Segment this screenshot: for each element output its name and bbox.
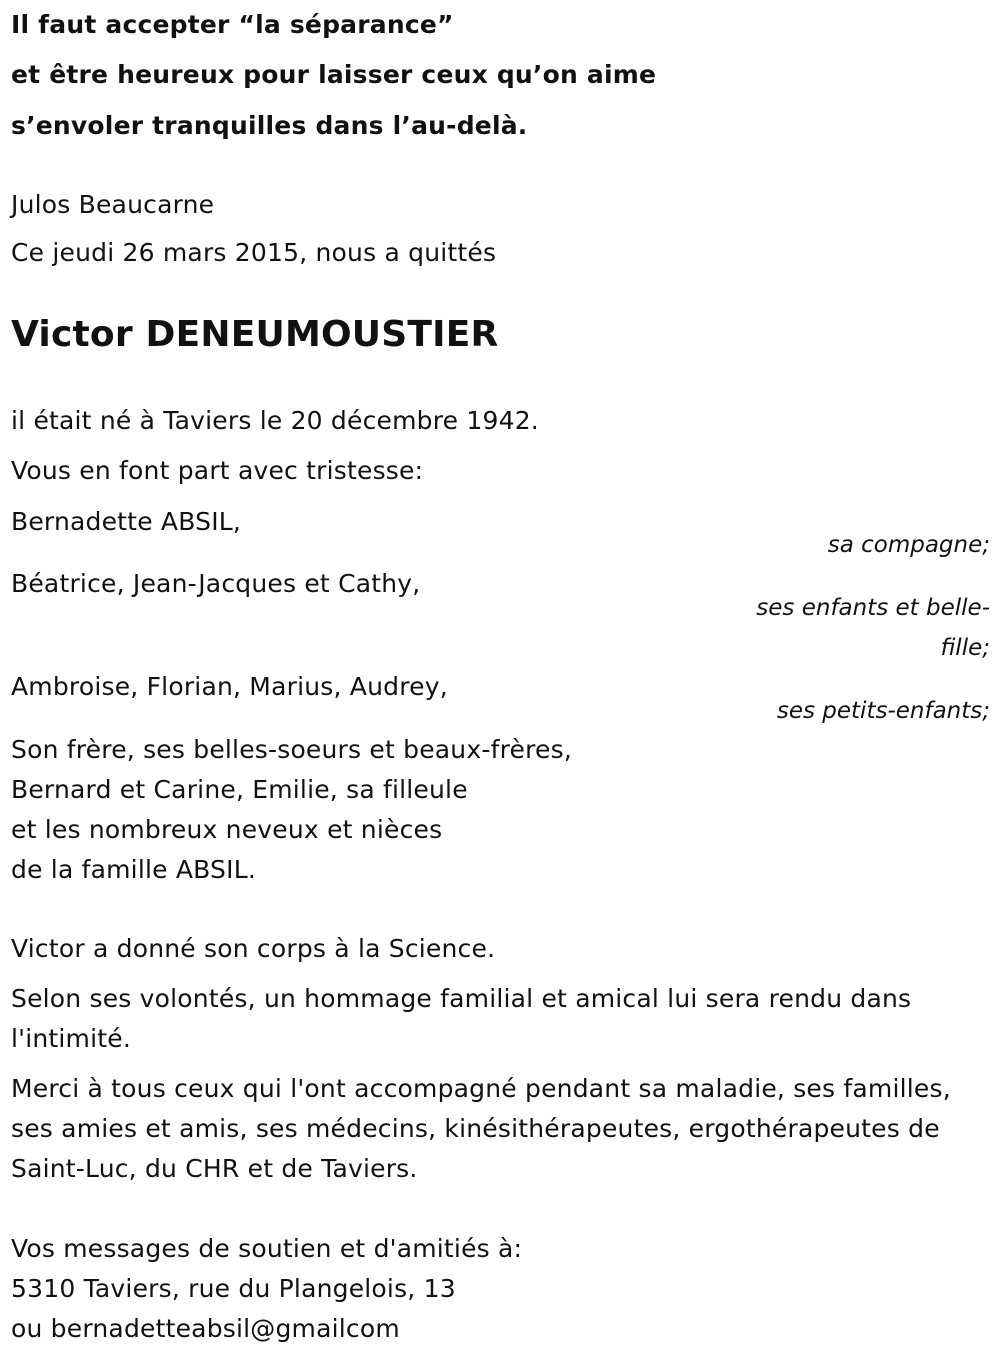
family-relation-children: ses enfants et belle-fille; bbox=[756, 595, 990, 661]
thanks-line-1: Merci à tous ceux qui l'ont accompagné pendant sa maladie, ses familles, bbox=[11, 1074, 951, 1103]
birth-info: il était né à Taviers le 20 décembre 1942. bbox=[11, 406, 539, 435]
extended-family-line-4: de la famille ABSIL. bbox=[11, 855, 256, 884]
quote-line-2: et être heureux pour laisser ceux qu’on aime bbox=[11, 60, 657, 89]
family-relation-grandchildren: ses petits-enfants; bbox=[776, 698, 990, 724]
family-relation-partner: sa compagne; bbox=[827, 532, 990, 558]
wishes-line-1: Selon ses volontés, un hommage familial et amical lui sera rendu dans bbox=[11, 984, 912, 1013]
contact-email: ou bernadetteabsil@gmailcom bbox=[11, 1314, 400, 1343]
thanks-line-3: Saint-Luc, du CHR et de Taviers. bbox=[11, 1154, 418, 1183]
contact-address: 5310 Taviers, rue du Plangelois, 13 bbox=[11, 1274, 456, 1303]
extended-family-line-2: Bernard et Carine, Emilie, sa filleule bbox=[11, 775, 468, 804]
wishes-line-2: l'intimité. bbox=[11, 1024, 131, 1053]
extended-family-line-3: et les nombreux neveux et nièces bbox=[11, 815, 443, 844]
quote-line-3: s’envoler tranquilles dans l’au-delà. bbox=[11, 111, 528, 140]
quote-author: Julos Beaucarne bbox=[11, 190, 215, 219]
passing-date: Ce jeudi 26 mars 2015, nous a quittés bbox=[11, 238, 497, 267]
quote-line-1: Il faut accepter “la séparance” bbox=[11, 10, 454, 39]
thanks-line-2: ses amies et amis, ses médecins, kinésithérapeutes, ergothérapeutes de bbox=[11, 1114, 940, 1143]
family-names-partner: Bernadette ABSIL, bbox=[11, 507, 242, 536]
deceased-name: Victor DENEUMOUSTIER bbox=[11, 314, 499, 355]
extended-family-line-1: Son frère, ses belles-soeurs et beaux-frères, bbox=[11, 735, 572, 764]
contact-heading: Vos messages de soutien et d'amitiés à: bbox=[11, 1234, 523, 1263]
family-names-children: Béatrice, Jean-Jacques et Cathy, bbox=[11, 569, 421, 598]
family-names-grandchildren: Ambroise, Florian, Marius, Audrey, bbox=[11, 672, 448, 701]
science-donation: Victor a donné son corps à la Science. bbox=[11, 934, 496, 963]
announcement: Vous en font part avec tristesse: bbox=[11, 456, 424, 485]
